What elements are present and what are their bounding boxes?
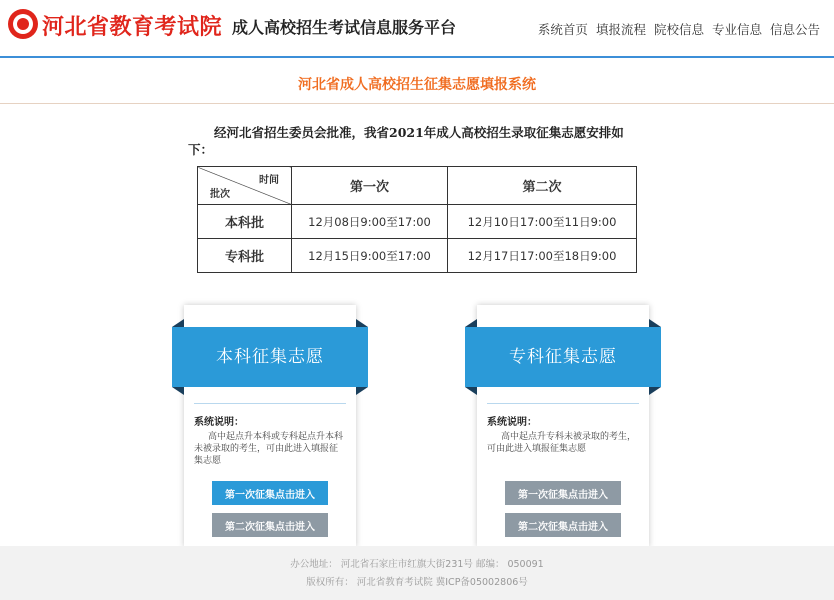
site-footer xyxy=(0,546,834,600)
card-desc-text: 高中起点升本科或专科起点升本科未被录取的考生，可由此进入填报征集志愿 xyxy=(194,432,344,466)
nav-process-link[interactable]: 填报流程 xyxy=(595,22,646,37)
subtitle-bar xyxy=(0,58,834,104)
card-desc-label: 系统说明： xyxy=(487,417,537,428)
ribbon-fold xyxy=(356,319,368,327)
card-desc-label: 系统说明： xyxy=(194,417,244,428)
schedule-table xyxy=(197,166,637,273)
table-row xyxy=(198,239,637,273)
brand-name: 河北省教育考试院 xyxy=(42,15,223,40)
junior-college-first-time: 12月15日9:00至17:00 xyxy=(292,239,448,273)
schedule-corner-cell xyxy=(198,167,292,205)
ribbon-fold xyxy=(649,387,661,395)
intro-text: 经河北省招生委员会批准，我省2021年成人高校招生录取征集志愿安排如下： xyxy=(188,125,624,157)
undergrad-first-round-button[interactable]: 第一次征集点击进入 xyxy=(212,481,328,505)
ribbon-fold xyxy=(465,387,477,395)
undergrad-second-time: 12月10日17:00至11日9:00 xyxy=(448,205,637,239)
junior-college-second-time: 12月17日17:00至18日9:00 xyxy=(448,239,637,273)
top-nav xyxy=(538,20,820,38)
card-desc-text: 高中起点升专科未被录取的考生，可由此进入填报征集志愿 xyxy=(487,432,637,454)
nav-schools-link[interactable]: 院校信息 xyxy=(653,22,704,37)
ribbon-fold xyxy=(172,387,184,395)
undergrad-card-title: 本科征集志愿 xyxy=(172,327,368,387)
platform-title: 成人高校招生考试信息服务平台 xyxy=(232,18,457,37)
column-header-second: 第二次 xyxy=(448,167,637,205)
undergrad-card xyxy=(184,305,356,547)
exam-authority-logo-icon xyxy=(8,9,38,39)
card-divider xyxy=(487,403,639,404)
page-subtitle: 河北省成人高校招生征集志愿填报系统 xyxy=(298,77,536,93)
junior-college-card-title: 专科征集志愿 xyxy=(465,327,661,387)
junior-college-first-round-button[interactable]: 第一次征集点击进入 xyxy=(505,481,621,505)
junior-college-second-round-button[interactable]: 第二次征集点击进入 xyxy=(505,513,621,537)
ribbon-fold xyxy=(356,387,368,395)
undergrad-second-round-button[interactable]: 第二次征集点击进入 xyxy=(212,513,328,537)
nav-majors-link[interactable]: 专业信息 xyxy=(711,22,762,37)
corner-time-label: 时间 xyxy=(259,175,279,186)
row-header-undergrad: 本科批 xyxy=(198,205,292,239)
corner-batch-label: 批次 xyxy=(210,189,230,200)
nav-notices-link[interactable]: 信息公告 xyxy=(769,22,820,37)
ribbon-fold xyxy=(172,319,184,327)
card-divider xyxy=(194,403,346,404)
footer-copyright: 版权所有： 河北省教育考试院 冀ICP备05002806号 xyxy=(306,577,528,588)
column-header-first: 第一次 xyxy=(292,167,448,205)
schedule-header-row xyxy=(198,167,637,205)
junior-college-card xyxy=(477,305,649,547)
table-row xyxy=(198,205,637,239)
undergrad-first-time: 12月08日9:00至17:00 xyxy=(292,205,448,239)
site-header xyxy=(0,0,834,56)
nav-home-link[interactable]: 系统首页 xyxy=(537,22,588,37)
row-header-junior-college: 专科批 xyxy=(198,239,292,273)
ribbon-fold xyxy=(649,319,661,327)
ribbon-fold xyxy=(465,319,477,327)
footer-address: 办公地址： 河北省石家庄市红旗大街231号 邮编： 050091 xyxy=(290,559,544,570)
